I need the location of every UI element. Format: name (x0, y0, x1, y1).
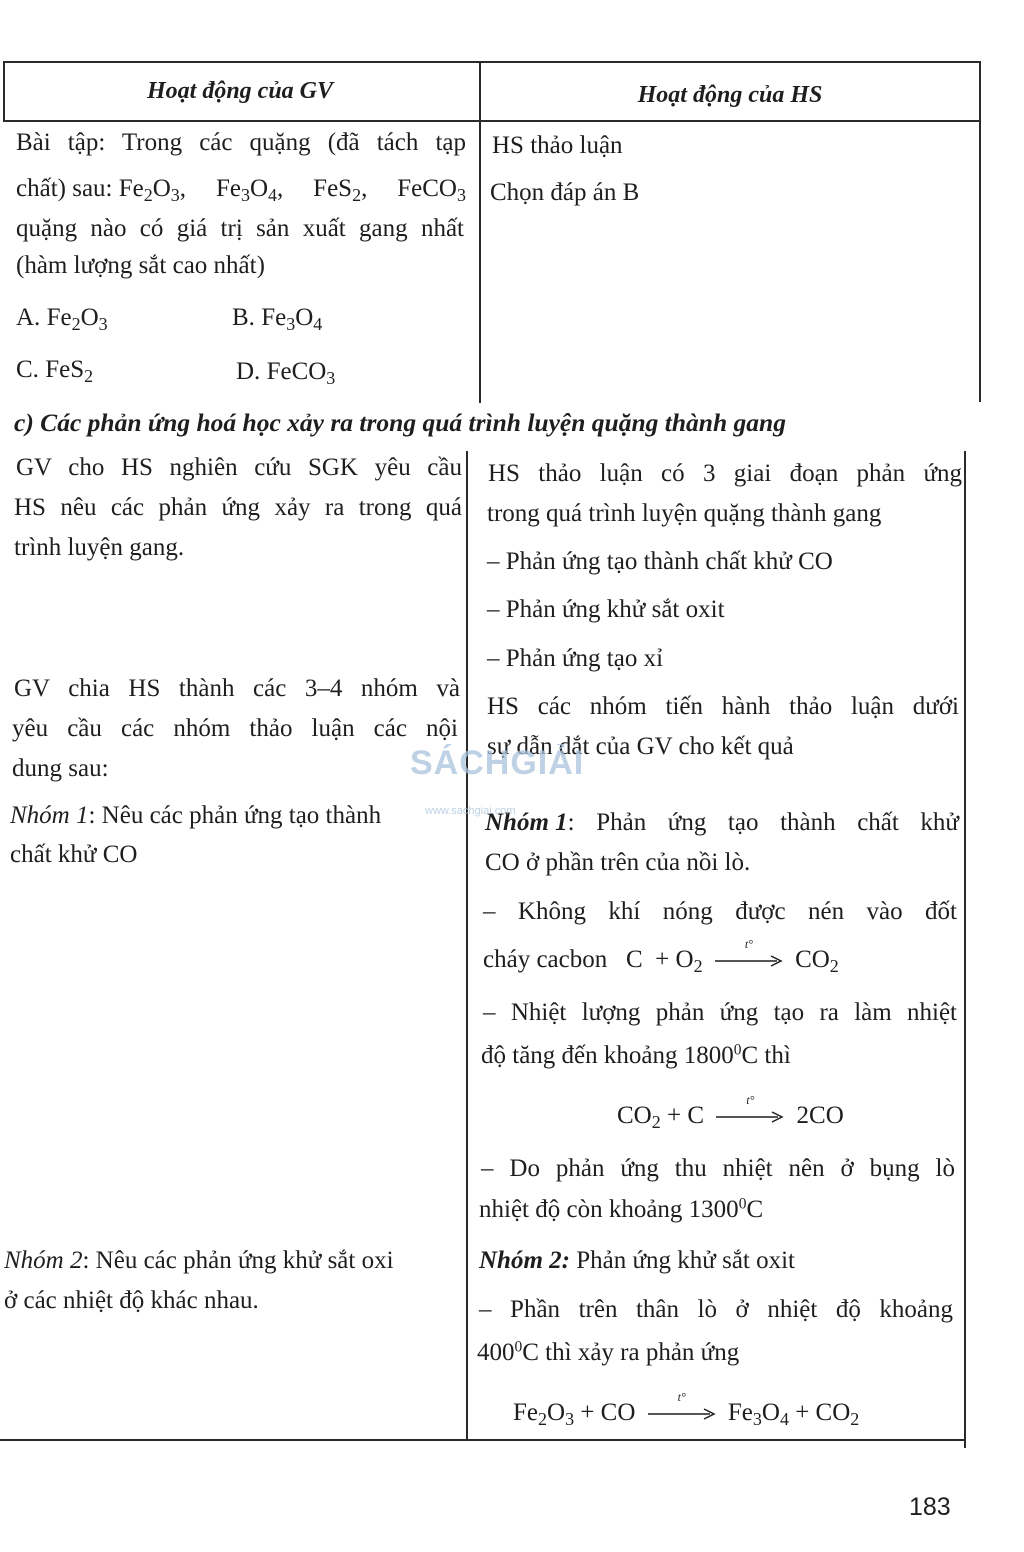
reaction-arrow: t° (715, 952, 783, 970)
reaction-arrow: t° (648, 1405, 716, 1423)
table-left-border (3, 61, 5, 121)
table-right-border-row1 (979, 120, 981, 402)
hs-group1-temp-1800: độ tăng đến khoảng 1800$^0$C thì (481, 1041, 791, 1069)
option-a: A. $Fe_2O_3$ (16, 304, 108, 335)
hs-group1-reaction-2: $CO_2 + C$ t° 2CO (617, 1093, 844, 1133)
hs-group1-temp-1300: nhiệt độ còn khoảng 1300$^0$C (479, 1195, 764, 1223)
gv-task-line-3: trình luyện gang. (14, 534, 185, 561)
hs-r2-line-3: – Phản ứng tạo thành chất khử CO (487, 548, 833, 575)
hs-r2-line-6: HS các nhóm tiến hành thảo luận dưới (487, 693, 959, 720)
header-hs: Hoạt động của HS (637, 82, 823, 108)
hs-group1-reaction-1: cháy cacbon $C + O_2$ t° $CO_2$ (483, 937, 839, 977)
hs-group1-line-2: CO ở phần trên của nồi lò. (485, 849, 751, 876)
header-gv: Hoạt động của GV (146, 78, 334, 104)
exercise-line-4: (hàm lượng sắt cao nhất) (16, 252, 265, 279)
table-right-border-top (979, 61, 981, 121)
hs-group1-bullet-3: – Do phản ứng thu nhiệt nên ở bụng lò (481, 1155, 955, 1182)
exercise-line-3: quặng nào có giá trị sản xuất gang nhất (16, 215, 464, 242)
table-bottom-border (0, 1439, 965, 1441)
hs-answer: Chọn đáp án B (490, 179, 640, 206)
gv-group-line-3: dung sau: (12, 755, 109, 782)
hs-group2-bullet-1: – Phần trên thân lò ở nhiệt độ khoảng (479, 1296, 953, 1323)
hs-r2-line-4: – Phản ứng khử sắt oxit (487, 596, 725, 623)
gv-group2-line-1: Nhóm 2: Nêu các phản ứng khử sắt oxi (4, 1247, 394, 1274)
gv-group1-line-2: chất khử CO (10, 841, 138, 868)
table-top-border (3, 61, 980, 63)
option-c: C. FeS$_2$ (16, 356, 94, 387)
hs-discuss: HS thảo luận (492, 132, 623, 159)
gv-group1-line-1: Nhóm 1: Nêu các phản ứng tạo thành (10, 802, 382, 829)
option-d: D. FeCO$_3$ (236, 358, 336, 389)
gv-group-line-2: yêu cầu các nhóm thảo luận các nội (12, 715, 458, 742)
hs-r2-line-2: trong quá trình luyện quặng thành gang (487, 500, 882, 527)
gv-group2-line-2: ở các nhiệt độ khác nhau. (4, 1287, 259, 1314)
hs-group2-line-1: Nhóm 2: Phản ứng khử sắt oxit (479, 1247, 795, 1274)
exercise-line-1: Bài tập: Trong các quặng (đã tách tạp (16, 129, 466, 156)
page-number: 183 (909, 1493, 951, 1521)
table-right-border-bottom (964, 451, 966, 1448)
hs-group1-bullet-1: – Không khí nóng được nén vào đốt (483, 898, 957, 925)
hs-r2-line-1: HS thảo luận có 3 giai đoạn phản ứng (488, 460, 962, 487)
watermark-logo: SÁCHGIẢI (410, 744, 585, 782)
hs-r2-line-7: sự dẫn dắt của GV cho kết quả (487, 733, 794, 760)
hs-group1-bullet-2: – Nhiệt lượng phản ứng tạo ra làm nhiệt (483, 999, 957, 1026)
hs-group2-temp-400: $400^0C$ thì xảy ra phản ứng (477, 1338, 740, 1366)
hs-group1-line-1: Nhóm 1 : Phản ứng tạo thành chất khử (485, 809, 959, 836)
hs-r2-line-5: – Phản ứng tạo xỉ (487, 645, 664, 672)
header-bottom-border (3, 120, 980, 122)
watermark-url: www.sachgiai.com (425, 805, 516, 817)
exercise-line-2: chất) sau: $Fe_2O_3$, $Fe_3O_4$, FeS$_2$, FeCO$_3$ (16, 175, 466, 206)
gv-task-line-2: HS nêu các phản ứng xảy ra trong quá (14, 494, 462, 521)
gv-task-line-1: GV cho HS nghiên cứu SGK yêu cầu (16, 454, 462, 481)
section-heading: c) Các phản ứng hoá học xảy ra trong quá trình luyện quặng thành gang (14, 408, 786, 437)
gv-group-line-1: GV chia HS thành các 3–4 nhóm và (14, 675, 460, 702)
hs-group2-reaction-1: $Fe_2O_3$ + CO t° $Fe_3O_4 + CO_2$ (513, 1390, 860, 1430)
table-column-divider-top (479, 61, 481, 403)
table-column-divider-bottom (466, 451, 468, 1441)
option-b: B. $Fe_3O_4$ (232, 304, 323, 335)
reaction-arrow: t° (716, 1108, 784, 1126)
